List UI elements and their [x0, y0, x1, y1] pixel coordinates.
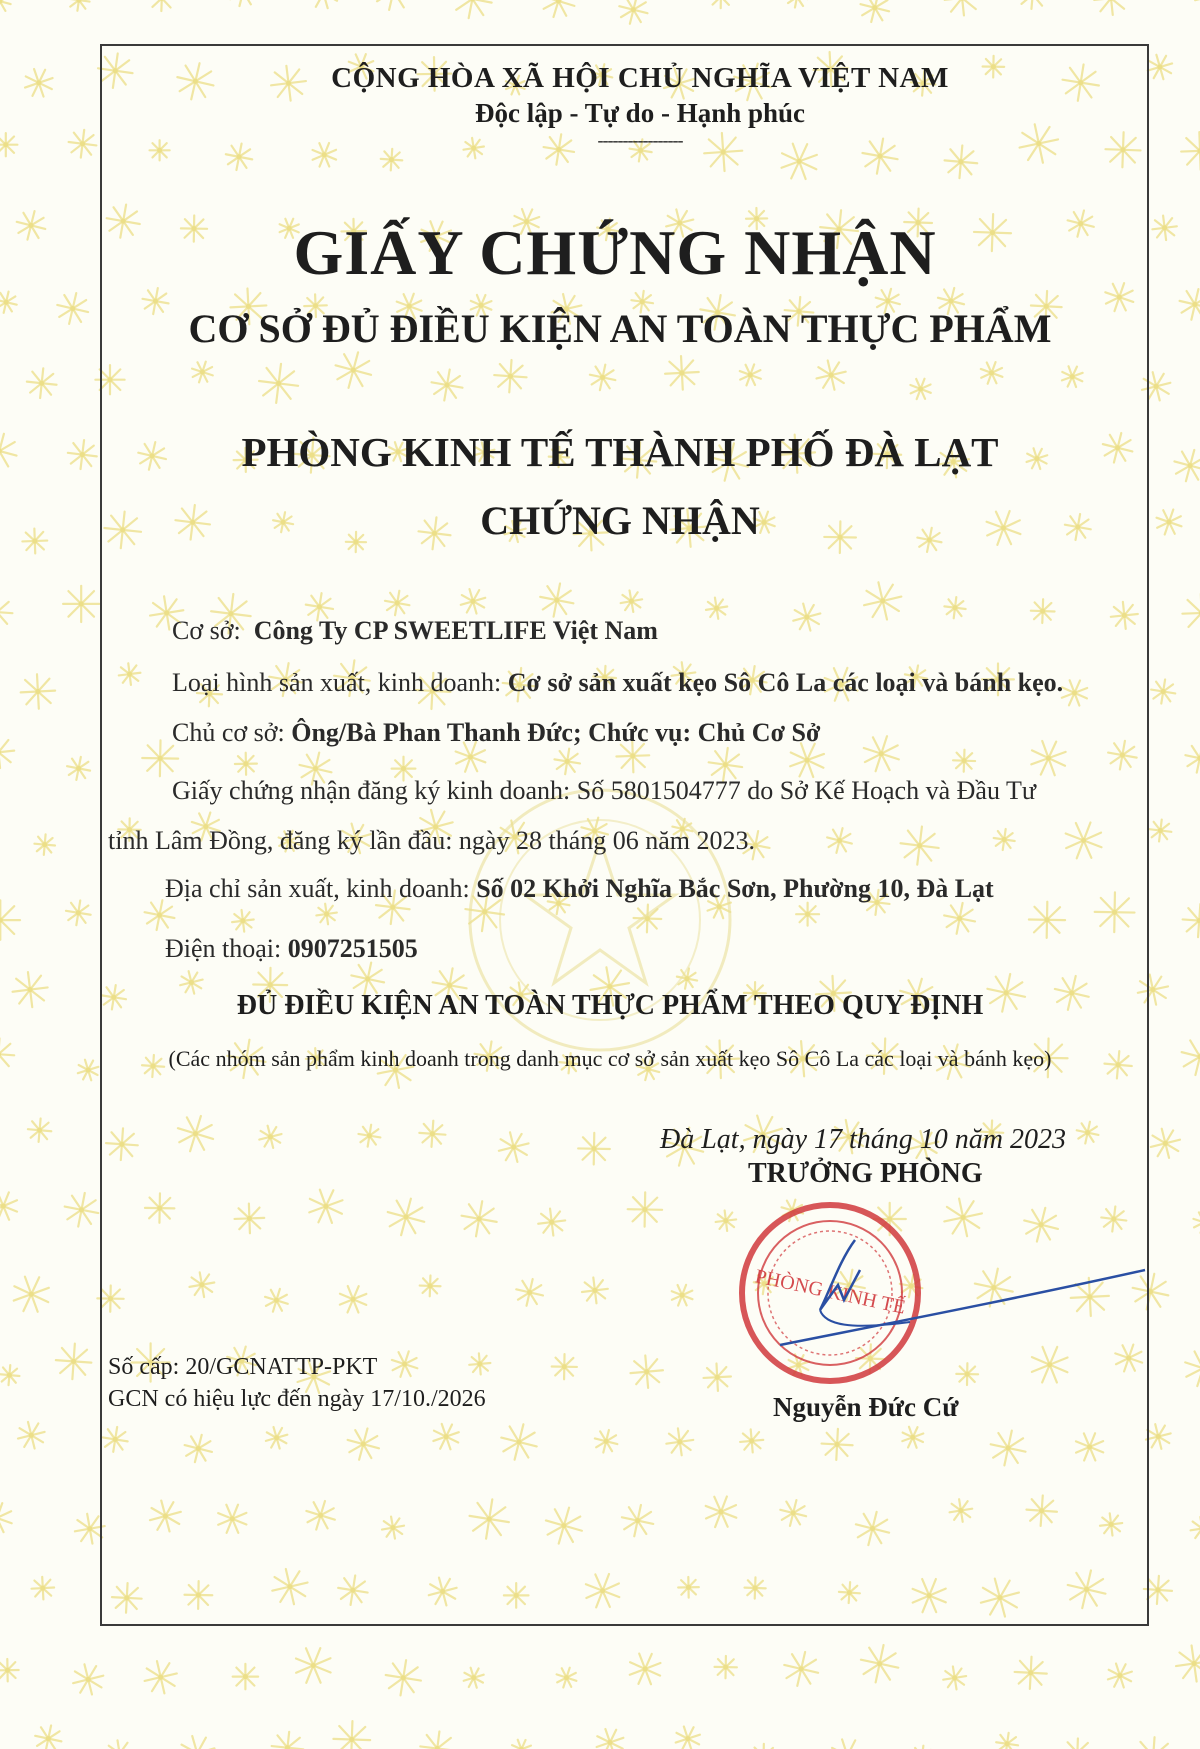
registration-line-2: tỉnh Lâm Đồng, đăng ký lần đầu: ngày 28 tháng 06 năm 2023. — [108, 826, 756, 855]
pattern-star — [1145, 1123, 1186, 1164]
pattern-star — [857, 0, 893, 26]
pattern-star — [671, 1722, 705, 1749]
pattern-star — [67, 128, 98, 159]
pattern-star — [13, 1416, 51, 1454]
pattern-star — [17, 523, 52, 558]
phone-label: Điện thoại: — [165, 934, 282, 963]
pattern-star — [782, 0, 812, 12]
owner-label: Chủ cơ sở: — [172, 718, 285, 747]
handwritten-signature-icon — [760, 1230, 1150, 1370]
pattern-star — [449, 0, 495, 22]
pattern-star — [937, 0, 987, 23]
pattern-star — [64, 0, 94, 15]
pattern-star — [553, 1664, 579, 1690]
pattern-star — [101, 1735, 138, 1749]
pattern-star — [64, 898, 93, 927]
pattern-star — [508, 1736, 535, 1749]
pattern-star — [824, 1733, 870, 1749]
pattern-star — [0, 289, 19, 315]
pattern-star — [0, 1498, 17, 1538]
validity-date: GCN có hiệu lực đến ngày 17/10./2026 — [108, 1386, 486, 1412]
pattern-star — [992, 1728, 1023, 1749]
pattern-star — [413, 1724, 461, 1749]
pattern-star — [67, 1658, 110, 1701]
pattern-star — [1181, 903, 1200, 938]
pattern-star — [13, 667, 62, 716]
national-title: CỘNG HÒA XÃ HỘI CHỦ NGHĨA VIỆT NAM — [331, 62, 949, 94]
business-type-value: Cơ sở sản xuất kẹo Sô Cô La các loại và bánh kẹo. — [507, 668, 1064, 697]
pattern-star — [30, 830, 59, 859]
pattern-star — [333, 1720, 371, 1749]
pattern-star — [0, 900, 20, 939]
pattern-star — [906, 1741, 937, 1749]
pattern-star — [0, 133, 17, 156]
pattern-star — [1149, 678, 1177, 706]
certificate-title: GIẤY CHỨNG NHẬN — [293, 217, 937, 288]
pattern-star — [1017, 0, 1048, 10]
business-type-line — [172, 668, 1063, 698]
business-type-label: Loại hình sản xuất, kinh doanh: — [172, 668, 502, 697]
pattern-star — [1179, 1345, 1200, 1392]
certificate-subtitle: CƠ SỞ ĐỦ ĐIỀU KIỆN AN TOÀN THỰC PHẨM — [188, 306, 1052, 351]
signer-name: Nguyễn Đức Cứ — [773, 1392, 959, 1422]
pattern-star — [1057, 1732, 1097, 1749]
pattern-star — [65, 755, 92, 782]
pattern-star — [1190, 1208, 1200, 1236]
pattern-star — [1103, 1659, 1137, 1693]
pattern-star — [25, 367, 58, 400]
pattern-star — [270, 1730, 305, 1749]
pattern-star — [1126, 1729, 1181, 1749]
pattern-star — [23, 1114, 56, 1147]
pattern-star — [1175, 586, 1200, 640]
place-and-date: Đà Lạt, ngày 17 tháng 10 năm 2023 — [660, 1124, 1066, 1155]
national-motto: Độc lập - Tự do - Hạnh phúc — [474, 98, 806, 128]
pattern-star — [538, 0, 580, 22]
pattern-star — [144, 0, 180, 16]
issuing-office: PHÒNG KINH TẾ THÀNH PHỐ ĐÀ LẠT — [241, 429, 999, 475]
pattern-star — [0, 590, 19, 634]
pattern-star — [1176, 286, 1200, 324]
pattern-star — [853, 1637, 906, 1690]
pattern-star — [1147, 211, 1182, 246]
pattern-star — [51, 287, 95, 331]
pattern-star — [5, 965, 55, 1015]
address-label: Địa chỉ sản xuất, kinh doanh: — [165, 874, 470, 903]
phone-line — [165, 934, 418, 964]
pattern-star — [0, 429, 21, 473]
pattern-star — [32, 1723, 64, 1749]
pattern-star — [623, 1647, 666, 1690]
certify-heading: CHỨNG NHẬN — [480, 498, 760, 543]
pattern-star — [173, 1729, 222, 1749]
seal-text: PHÒNG KINH TẾ — [753, 1265, 908, 1319]
pattern-star — [62, 434, 103, 475]
pattern-star — [459, 1663, 487, 1691]
pattern-star — [777, 1645, 825, 1693]
pattern-star — [302, 0, 344, 14]
pattern-star — [710, 1651, 742, 1683]
issue-number: Số cấp: 20/GCNATTP-PKT — [108, 1354, 378, 1380]
owner-value: Ông/Bà Phan Thanh Đức; Chức vụ: Chủ Cơ Sở — [291, 718, 821, 747]
pattern-star — [0, 1361, 23, 1389]
signer-title: TRƯỞNG PHÒNG — [748, 1158, 983, 1189]
pattern-star — [367, 0, 420, 18]
pattern-star — [225, 0, 261, 10]
pattern-star — [0, 1654, 23, 1686]
address-line — [165, 874, 994, 904]
conclusion-statement: ĐỦ ĐIỀU KIỆN AN TOÀN THỰC PHẨM THEO QUY ĐỊNH — [236, 990, 984, 1021]
pattern-star — [1087, 0, 1134, 22]
phone-value: 0907251505 — [287, 934, 418, 963]
pattern-star — [11, 205, 51, 245]
pattern-star — [1186, 1512, 1200, 1545]
pattern-star — [289, 1641, 338, 1690]
pattern-star — [19, 63, 58, 102]
pattern-star — [138, 1654, 183, 1699]
registration-line-1: Giấy chứng nhận đăng ký kinh doanh: Số 5801504777 do Sở Kế Hoạch và Đầu Tư — [172, 776, 1036, 805]
pattern-star — [1152, 505, 1186, 539]
pattern-star — [383, 1657, 424, 1698]
pattern-star — [1168, 1638, 1200, 1689]
facility-line — [172, 616, 658, 646]
pattern-star — [27, 1572, 59, 1604]
pattern-star — [1179, 738, 1200, 779]
pattern-star — [0, 1187, 23, 1226]
pattern-star — [938, 1662, 970, 1694]
pattern-star — [705, 0, 738, 13]
pattern-star — [55, 1342, 93, 1380]
pattern-star — [745, 1739, 782, 1749]
pattern-star — [1173, 124, 1200, 177]
pattern-star — [0, 0, 14, 15]
pattern-star — [1189, 0, 1200, 16]
product-scope-note: (Các nhóm sản phẩm kinh doanh trong danh mục cơ sở sản xuất kẹo Sô Cô La các loại và bánh kẹo) — [168, 1046, 1052, 1071]
facility-label: Cơ sở: — [172, 616, 241, 645]
pattern-star — [591, 1724, 629, 1749]
motto-divider: ----------------- — [597, 130, 683, 150]
pattern-star — [233, 1664, 258, 1689]
pattern-star — [1170, 446, 1200, 486]
pattern-star — [1145, 815, 1176, 846]
pattern-star — [74, 1056, 103, 1085]
address-value: Số 02 Khởi Nghĩa Bắc Sơn, Phường 10, Đà Lạt — [476, 874, 994, 903]
pattern-star — [58, 1186, 105, 1233]
owner-line — [172, 718, 820, 748]
facility-value: Công Ty CP SWEETLIFE Việt Nam — [253, 616, 658, 645]
pattern-star — [1177, 1034, 1200, 1080]
pattern-star — [6, 1269, 56, 1319]
pattern-star — [0, 730, 21, 774]
pattern-star — [1014, 1656, 1048, 1690]
pattern-star — [616, 0, 651, 27]
pattern-star — [0, 1032, 21, 1077]
